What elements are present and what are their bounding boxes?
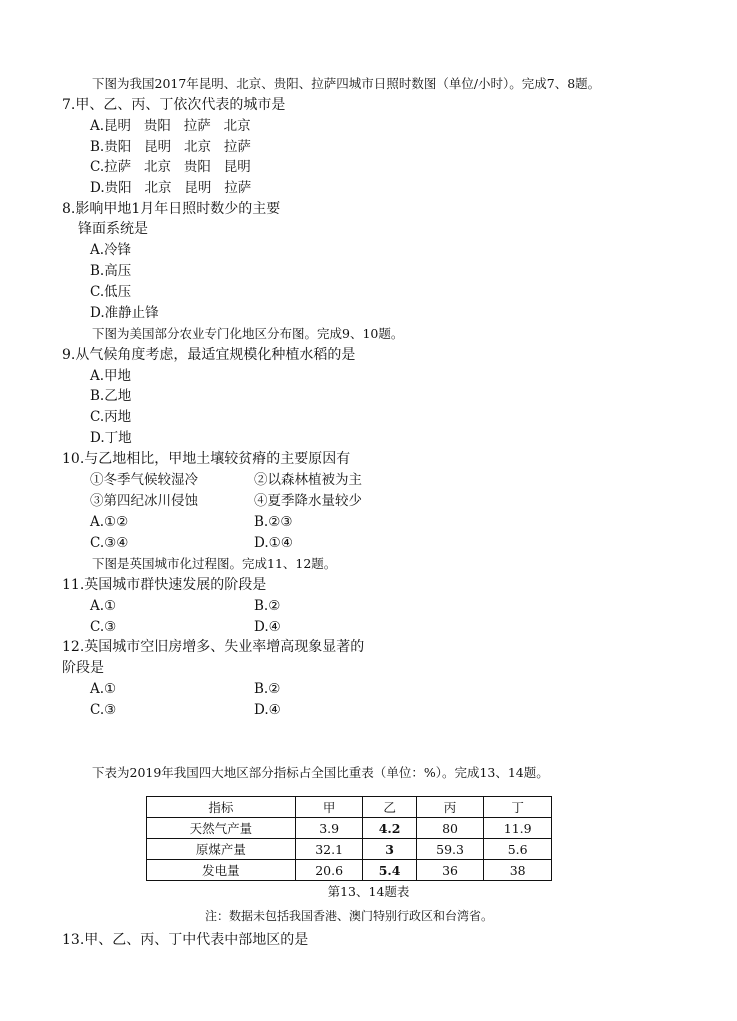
intro-text: 下表为2019年我国四大地区部分指标占全国比重表（单位：%）。完成13、14题。 <box>92 765 549 780</box>
answer-option: A.① <box>90 598 117 614</box>
answer-option: C.低压 <box>90 284 132 300</box>
answer-option: D.④ <box>254 619 281 635</box>
answer-option: D.丁地 <box>90 430 132 446</box>
answer-option: C.③ <box>90 619 117 635</box>
header-cell: 丁 <box>484 797 552 818</box>
table-cell: 3 <box>363 839 416 860</box>
answer-option: D.④ <box>254 702 281 718</box>
answer-option: ②以森林植被为主 <box>254 472 362 488</box>
answer-option: B.高压 <box>90 263 132 279</box>
table-row <box>147 839 552 860</box>
answer-option: A.① <box>90 681 117 697</box>
intro-text: 下图是英国城市化过程图。完成11、12题。 <box>92 556 337 571</box>
question-text: 13.甲、乙、丙、丁中代表中部地区的是 <box>62 932 309 948</box>
table-cell: 20.6 <box>295 860 363 881</box>
answer-option: A.冷锋 <box>90 242 132 258</box>
answer-option: B.贵阳 昆明 北京 拉萨 <box>90 139 251 155</box>
answer-option: C.拉萨 北京 贵阳 昆明 <box>90 159 251 175</box>
note-text: 注：数据未包括我国香港、澳门特别行政区和台湾省。 <box>205 909 494 923</box>
answer-option: ③第四纪冰川侵蚀 <box>90 493 198 509</box>
answer-option: C.③ <box>90 702 117 718</box>
table-cell: 5.6 <box>484 839 552 860</box>
answer-option: D.①④ <box>254 535 293 551</box>
intro-text: 下图为我国2017年昆明、北京、贵阳、拉萨四城市日照时数图（单位/小时）。完成7、8题。 <box>92 76 601 91</box>
table-cell: 36 <box>416 860 484 881</box>
answer-option: B.②③ <box>254 514 293 530</box>
question-text: 11.英国城市群快速发展的阶段是 <box>62 577 267 593</box>
table-cell: 3.9 <box>295 818 363 839</box>
table-header-row <box>147 797 552 818</box>
header-cell: 甲 <box>295 797 363 818</box>
intro-text: 下图为美国部分农业专门化地区分布图。完成9、10题。 <box>92 326 404 341</box>
table-row <box>147 860 552 881</box>
question-text: 锋面系统是 <box>78 221 148 237</box>
header-cell: 乙 <box>363 797 416 818</box>
table-cell: 发电量 <box>147 860 296 881</box>
answer-option: ①冬季气候较湿冷 <box>90 472 198 488</box>
question-text: 7.甲、乙、丙、丁依次代表的城市是 <box>62 97 286 113</box>
table-cell: 80 <box>416 818 484 839</box>
table-cell: 11.9 <box>484 818 552 839</box>
table-cell: 38 <box>484 860 552 881</box>
table-cell: 5.4 <box>363 860 416 881</box>
question-text: 阶段是 <box>62 660 104 676</box>
table-cell: 4.2 <box>363 818 416 839</box>
header-cell: 指标 <box>147 797 296 818</box>
answer-option: A.昆明 贵阳 拉萨 北京 <box>90 118 251 134</box>
question-text: 10.与乙地相比，甲地土壤较贫瘠的主要原因有 <box>62 451 351 467</box>
answer-option: A.甲地 <box>90 368 132 384</box>
data-table <box>146 796 552 881</box>
table-cell: 天然气产量 <box>147 818 296 839</box>
header-cell: 丙 <box>416 797 484 818</box>
answer-option: A.①② <box>90 514 129 530</box>
table-row <box>147 818 552 839</box>
answer-option: B.② <box>254 681 281 697</box>
answer-option: B.② <box>254 598 281 614</box>
answer-option: D.准静止锋 <box>90 305 159 321</box>
table-cell: 原煤产量 <box>147 839 296 860</box>
question-text: 8.影响甲地1月年日照时数少的主要 <box>62 201 281 217</box>
answer-option: C.③④ <box>90 535 129 551</box>
answer-option: B.乙地 <box>90 388 132 404</box>
answer-option: D.贵阳 北京 昆明 拉萨 <box>90 180 252 196</box>
table-cell: 59.3 <box>416 839 484 860</box>
question-text: 12.英国城市空旧房增多、失业率增高现象显著的 <box>62 639 365 655</box>
answer-option: C.丙地 <box>90 409 132 425</box>
table-cell: 32.1 <box>295 839 363 860</box>
table-caption: 第13、14题表 <box>327 884 410 899</box>
answer-option: ④夏季降水量较少 <box>254 493 362 509</box>
question-text: 9.从气候角度考虑，最适宜规模化种植水稻的是 <box>62 347 356 363</box>
